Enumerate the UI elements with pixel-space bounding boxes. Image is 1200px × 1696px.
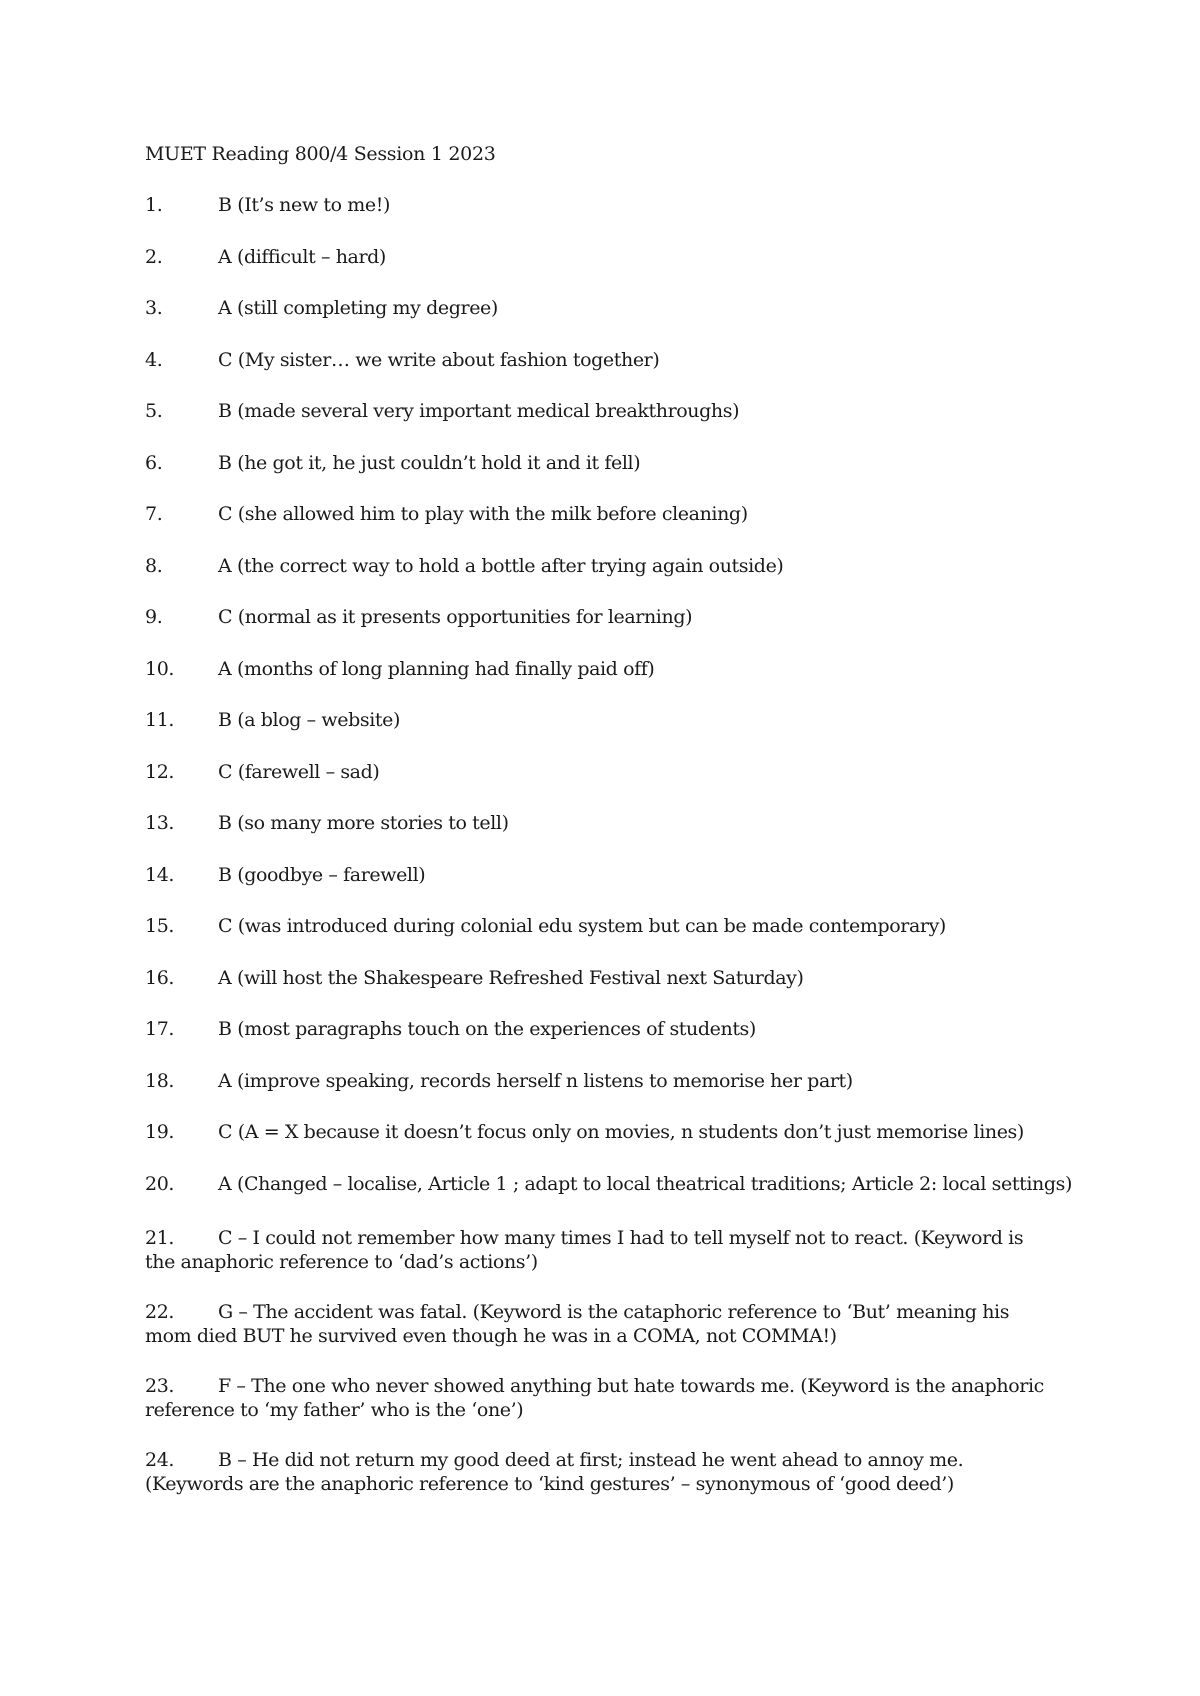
answer-text: A (still completing my degree) bbox=[218, 297, 498, 319]
answer-row bbox=[145, 503, 1045, 555]
answer-text: B (It’s new to me!) bbox=[218, 194, 390, 216]
long-answer-item bbox=[145, 1300, 1045, 1348]
answer-row bbox=[145, 400, 1045, 452]
answer-row bbox=[145, 1070, 1045, 1122]
answer-text: B – He did not return my good deed at first; instead he went ahead to annoy me. (Keywords are the anaphoric reference to ‘kind gestures’ – synonymous of ‘good deed’) bbox=[145, 1449, 964, 1495]
long-answer-list bbox=[145, 1226, 1045, 1522]
answer-number: 13. bbox=[145, 812, 175, 834]
answer-row bbox=[145, 761, 1045, 813]
answer-row bbox=[145, 1018, 1045, 1070]
answer-text: B (made several very important medical breakthroughs) bbox=[218, 400, 740, 422]
answer-row bbox=[145, 864, 1045, 916]
answer-number: 7. bbox=[145, 503, 163, 525]
answer-number: 21. bbox=[145, 1227, 175, 1249]
long-answer-item bbox=[145, 1374, 1045, 1422]
answer-number: 9. bbox=[145, 606, 163, 628]
answer-text: B (he got it, he just couldn’t hold it and it fell) bbox=[218, 451, 641, 474]
answer-text: A (difficult – hard) bbox=[218, 245, 386, 268]
answer-text: A (months of long planning had finally paid off) bbox=[218, 657, 655, 680]
answer-row bbox=[145, 1121, 1045, 1173]
answer-row bbox=[145, 709, 1045, 761]
answer-number: 17. bbox=[145, 1018, 175, 1040]
answer-row bbox=[145, 297, 1045, 349]
answer-row bbox=[145, 194, 1045, 246]
answer-text: A (improve speaking, records herself n listens to memorise her part) bbox=[218, 1069, 853, 1092]
answer-text: A (the correct way to hold a bottle after trying again outside) bbox=[218, 554, 784, 577]
answer-row bbox=[145, 246, 1045, 298]
answer-text: C (My sister… we write about fashion together) bbox=[218, 348, 660, 371]
answer-number: 20. bbox=[145, 1172, 175, 1195]
answer-text: C (was introduced during colonial edu system but can be made contemporary) bbox=[218, 915, 946, 937]
answer-number: 6. bbox=[145, 451, 163, 474]
long-answer-item bbox=[145, 1448, 1045, 1496]
answer-text: F – The one who never showed anything but hate towards me. (Keyword is the anaphoric reference to ‘my father’ who is the ‘one’) bbox=[145, 1375, 1044, 1421]
answer-text: A (Changed – localise, Article 1 ; adapt to local theatrical traditions; Article 2: local settings) bbox=[218, 1172, 1072, 1195]
answer-text: G – The accident was fatal. (Keyword is the cataphoric reference to ‘But’ meaning his mom died BUT he survived even though he was in a COMA, not COMMA!) bbox=[145, 1301, 1010, 1347]
answer-number: 12. bbox=[145, 760, 175, 783]
document-title: MUET Reading 800/4 Session 1 2023 bbox=[145, 143, 496, 165]
answer-number: 24. bbox=[145, 1449, 175, 1471]
answer-text: B (so many more stories to tell) bbox=[218, 812, 509, 834]
answer-row bbox=[145, 606, 1045, 658]
answer-text: C – I could not remember how many times I had to tell myself not to react. (Keyword is the anaphoric reference to ‘dad’s actions’) bbox=[145, 1227, 1024, 1273]
answer-number: 11. bbox=[145, 709, 175, 731]
answer-text: B (a blog – website) bbox=[218, 709, 400, 731]
answer-number: 1. bbox=[145, 194, 163, 216]
long-answer-item bbox=[145, 1226, 1045, 1274]
answer-text: B (goodbye – farewell) bbox=[218, 863, 426, 886]
answer-number: 16. bbox=[145, 966, 175, 989]
answer-row bbox=[145, 915, 1045, 967]
answer-number: 19. bbox=[145, 1121, 175, 1143]
answer-number: 8. bbox=[145, 554, 163, 577]
answer-row bbox=[145, 658, 1045, 710]
answer-row bbox=[145, 349, 1045, 401]
answer-text: B (most paragraphs touch on the experiences of students) bbox=[218, 1018, 756, 1040]
answer-number: 22. bbox=[145, 1301, 175, 1323]
answer-number: 5. bbox=[145, 400, 163, 422]
answer-number: 15. bbox=[145, 915, 175, 937]
answer-row bbox=[145, 555, 1045, 607]
answer-row bbox=[145, 967, 1045, 1019]
answer-list bbox=[145, 194, 1072, 1224]
answer-text: C (normal as it presents opportunities for learning) bbox=[218, 606, 693, 628]
answer-number: 23. bbox=[145, 1375, 175, 1397]
answer-row bbox=[145, 1172, 1072, 1225]
answer-number: 2. bbox=[145, 245, 163, 268]
answer-text: C (she allowed him to play with the milk before cleaning) bbox=[218, 503, 748, 525]
answer-row bbox=[145, 452, 1045, 504]
answer-number: 10. bbox=[145, 657, 175, 680]
answer-number: 14. bbox=[145, 863, 175, 886]
answer-number: 4. bbox=[145, 348, 163, 371]
answer-number: 3. bbox=[145, 297, 163, 319]
answer-text: C (A = X because it doesn’t focus only on movies, n students don’t just memorise lines) bbox=[218, 1121, 1024, 1143]
answer-row bbox=[145, 812, 1045, 864]
answer-text: A (will host the Shakespeare Refreshed Festival next Saturday) bbox=[218, 966, 804, 989]
answer-text: C (farewell – sad) bbox=[218, 760, 380, 783]
answer-number: 18. bbox=[145, 1069, 175, 1092]
